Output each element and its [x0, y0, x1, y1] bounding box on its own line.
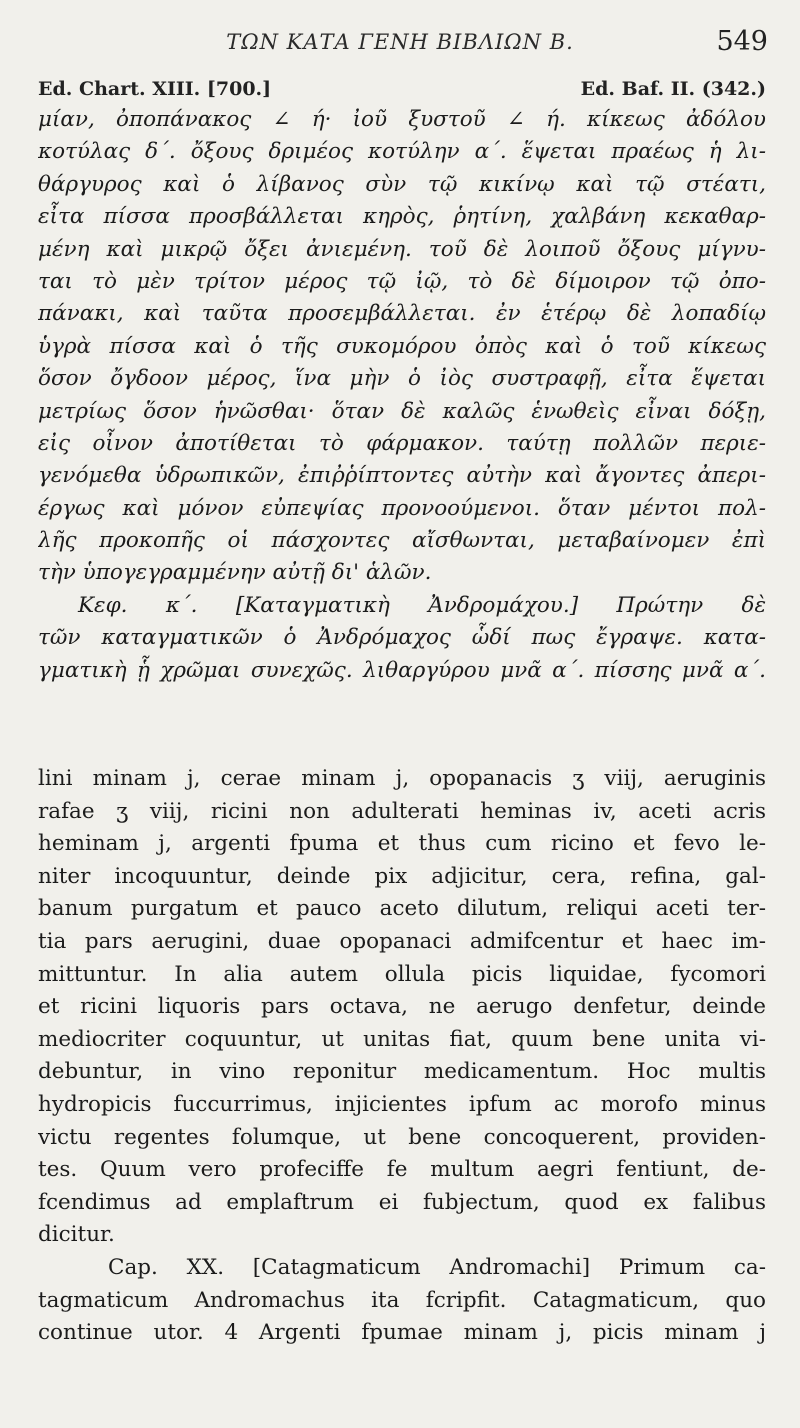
latin-line: mediocriter coquuntur, ut unitas fiat, quum bene unita vi-: [38, 1026, 766, 1052]
latin-line: niter incoquuntur, deinde pix adjicitur, cera, refina, gal-: [38, 863, 766, 889]
latin-line: tagmaticum Andromachus ita fcripfit. Catagmaticum, quo: [38, 1287, 766, 1313]
greek-line: γενόμεθα ὑδρωπικῶν, ἐπιῤῥίπτοντες αὐτὴν καὶ ἄγοντες ἀπερι-: [38, 463, 766, 489]
greek-line: λῆς προκοπῆς οἱ πάσχοντες αἴσθωνται, μεταβαίνομεν ἐπὶ: [38, 528, 766, 554]
latin-line: hydropicis fuccurrimus, injicientes ipfum ac morofo minus: [38, 1091, 766, 1117]
greek-line: ὅσον ὄγδοον μέρος, ἵνα μὴν ὁ ἰὸς συστραφῇ, εἶτα ἕψεται: [38, 366, 766, 392]
latin-line: banum purgatum et pauco aceto dilutum, reliqui aceti ter-: [38, 896, 766, 922]
greek-line: ται τὸ μὲν τρίτον μέρος τῷ ἰῷ, τὸ δὲ δίμοιρον τῷ ὀπο-: [38, 268, 766, 294]
latin-line: victu regentes folumque, ut bene concoquerent, providen-: [38, 1124, 766, 1150]
greek-line: εἰς οἶνον ἀποτίθεται τὸ φάρμακον. ταύτῃ πολλῶν περιε-: [38, 430, 766, 456]
edition-chart: Ed. Chart. XIII. [700.]: [38, 78, 272, 100]
greek-line: μετρίως ὅσον ἡνῶσθαι· ὅταν δὲ καλῶς ἑνωθεὶς εἶναι δόξῃ,: [38, 398, 766, 424]
latin-line: tes. Quum vero profeciffe fe multum aegri fentiunt, de-: [38, 1157, 766, 1183]
greek-line: κοτύλας δ΄. ὄξους δριμέος κοτύλην α΄. ἕψεται πραέως ἡ λι-: [38, 139, 766, 165]
running-title: ΤΩΝ ΚΑΤΑ ΓΕΝΗ ΒΙΒΛΙΩΝ Β.: [226, 30, 574, 54]
latin-line: tia pars aerugini, duae opopanaci admifcentur et haec im-: [38, 928, 766, 954]
edition-references: [38, 78, 766, 106]
greek-line: μίαν, ὀποπάνακος ∠ ή· ἰοῦ ξυστοῦ ∠ ή. κίκεως ἀδόλου: [38, 107, 766, 132]
greek-line: έργως καὶ μόνον εὐπεψίας προνοούμενοι. ὅταν μέντοι πολ-: [38, 495, 766, 521]
greek-line: πάνακι, καὶ ταῦτα προσεμβάλλεται. ἐν ἑτέρῳ δὲ λοπαδίῳ: [38, 301, 766, 327]
greek-line: ὑγρὰ πίσσα καὶ ὁ τῆς συκομόρου ὀπὸς καὶ ὁ τοῦ κίκεως: [38, 333, 766, 359]
latin-line: dicitur.: [38, 1222, 115, 1248]
latin-line: lini minam j, cerae minam j, opopanacis ʒ viij, aeruginis: [38, 766, 766, 791]
greek-line: τὴν ὑπογεγραμμένην αὐτῇ δι' ἁλῶν.: [38, 560, 432, 586]
greek-line: μένη καὶ μικρῷ ὄξει ἀνιεμένη. τοῦ δὲ λοιποῦ ὄξους μίγνυ-: [38, 236, 766, 262]
latin-line: debuntur, in vino reponitur medicamentum. Hoc multis: [38, 1059, 766, 1085]
latin-line: continue utor. 4 Argenti fpumae minam j, picis minam j: [38, 1320, 766, 1346]
greek-line: γματικὴ ᾗ χρῶμαι συνεχῶς. λιθαργύρου μνᾶ α΄. πίσσης μνᾶ α΄.: [38, 657, 766, 683]
latin-line: et ricini liquoris pars octava, ne aerugo denfetur, deinde: [38, 994, 766, 1020]
greek-line: θάργυρος καὶ ὁ λίβανος σὺν τῷ κικίνῳ καὶ τῷ στέατι,: [38, 171, 766, 197]
latin-line: rafae ʒ viij, ricini non adulterati heminas iv, aceti acris: [38, 798, 766, 824]
latin-line: mittuntur. In alia autem ollula picis liquidae, fycomori: [38, 961, 766, 987]
page-number: 549: [716, 26, 768, 57]
running-head: [0, 26, 800, 66]
greek-line: τῶν καταγματικῶν ὁ Ἀνδρόμαχος ὧδί πως ἔγραψε. κατα-: [38, 625, 766, 651]
latin-chapter-heading-line: Cap. XX. [Catagmaticum Andromachi] Primum ca-: [108, 1254, 766, 1280]
greek-line: εἶτα πίσσα προσβάλλεται κηρὸς, ῥητίνη, χαλβάνη κεκαθαρ-: [38, 204, 766, 230]
greek-text: [38, 104, 766, 687]
edition-basel: Ed. Baf. II. (342.): [580, 78, 766, 100]
latin-line: fcendimus ad emplaftrum ei fubjectum, quod ex falibus: [38, 1189, 766, 1215]
greek-chapter-heading-line: Κεφ. κ΄. [Καταγματικὴ Ἀνδρομάχου.] Πρώτην δὲ: [78, 592, 766, 618]
latin-text: [38, 763, 766, 1350]
latin-line: heminam j, argenti fpuma et thus cum ricino et fevo le-: [38, 831, 766, 857]
